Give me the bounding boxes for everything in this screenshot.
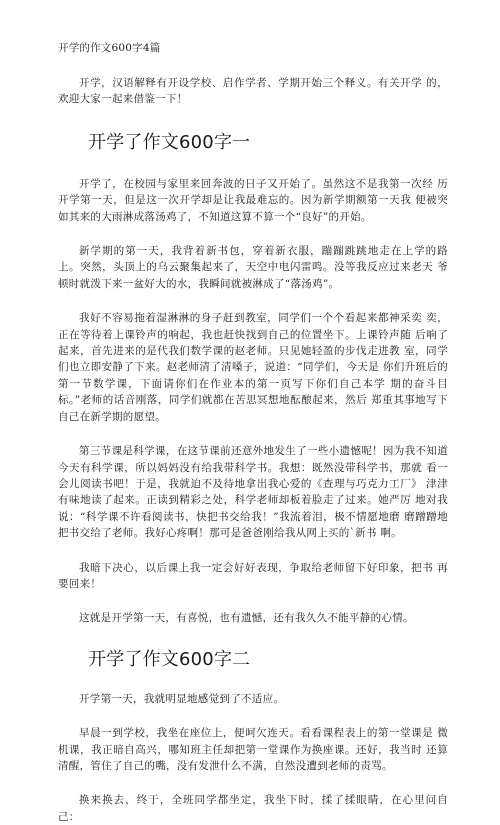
paragraph: 开学第一天，我就明显地感觉到了不适应。 — [79, 692, 285, 705]
paragraph: 第三节课是科学课，在这节课前还意外地发生了一些小遗憾呢！因为我不知道今天有科学课，所以妈妈没有给我带科学书。我想：既然没带科学书，那就 看一会儿阅读书吧！于是，我就迫不及待地拿出我心爱的《查理与巧克力工厂》 津津有味地读了起来。正读到精彩之处，科学老师却板着脸走了过来。她严厉 地对我说：“科学课不许看阅读书，快把书交给我！”我流着泪，极不情愿地磨 磨蹭蹭地把书交给了老师。我好心疼啊！那可是爸爸刚给我从网上买的`新书 啊。 — [58, 445, 448, 540]
section-heading-1: 开学了作文600字一 — [88, 131, 251, 153]
paragraph: 这就是开学第一天，有喜悦，也有遗憾，还有我久久不能平静的心情。 — [79, 612, 414, 625]
paragraph: 我好不容易拖着湿淋淋的身子赶到教室，同学们一个个看起来都神采奕 奕，正在等待着上课铃声的响起，我也赶快找到自己的位置坐下。上课铃声随 后响了起来，首先进来的是代我们数学课的赵老师。只见她轻盈的步伐走进教 室，同学们也立即安静了下来。赵老师清了清嗓子，说道：“同学们，今天是 你们升班后的第一节数学课，下面请你们在作业本的第一页写下你们自己本学 期的奋斗目标。”老师的话音刚落，同学们就都在苦思冥想地酝酿起来，然后 郑重其事地写下自己在新学期的愿望。 — [58, 312, 448, 423]
intro-paragraph: 开学，汉语解释有开设学校、启作学者、学期开始三个释义。有关开学 的，欢迎大家一起来借鉴一下！ — [58, 77, 448, 106]
paragraph: 我暗下决心，以后课上我一定会好好表现，争取给老师留下好印象，把书 再要回来！ — [58, 561, 448, 590]
paragraph: 换来换去，终于，全班同学都坐定，我坐下时，揉了揉眼睛，在心里问自 己： — [58, 794, 448, 823]
section-heading-2: 开学了作文600字二 — [88, 648, 251, 670]
paragraph: 新学期的第一天，我背着新书包，穿着新衣服，蹦蹦跳跳地走在上学的路 上。突然，头顶上的乌云聚集起来了，天空中电闪雷鸣。没等我反应过来老天 爷顿时就泼下来一盆好大的水，我瞬间就被淋成了“落汤鸡”。 — [58, 245, 448, 290]
paragraph: 早晨一到学校，我坐在座位上，便呵欠连天。看看课程表上的第一堂课是 微机课，我正暗自高兴，哪知班主任却把第一堂课作为换座课。还好，我当时 还算清醒，管住了自己的嘴，没有发泄什么不满，自然没遭到老师的责骂。 — [58, 727, 448, 772]
document-title: 开学的作文600字4篇 — [58, 42, 161, 54]
paragraph: 开学了，在校园与家里来回奔波的日子又开始了。虽然这不是我第一次经 历开学第一天，但是这一次开学却是让我最难忘的。因为新学期额第一天我 便被突如其来的大雨淋成落汤鸡了，不知道这算不算一个“良好”的开始。 — [58, 177, 448, 223]
